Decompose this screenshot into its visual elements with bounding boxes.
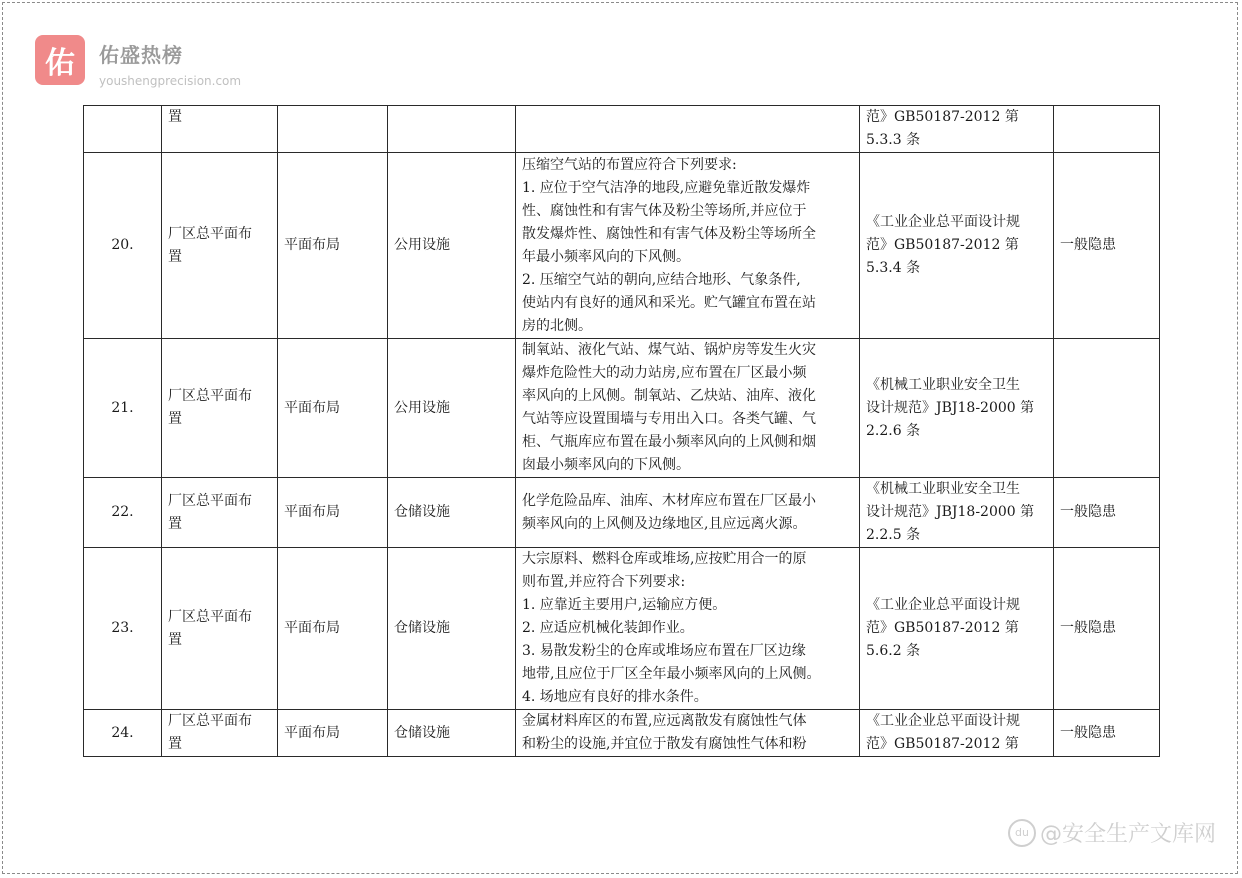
basis-line: 2.2.6 条 bbox=[866, 422, 921, 439]
requirement-line: 率风向的上风侧。制氧站、乙炔站、油库、液化 bbox=[522, 388, 816, 404]
requirement-line: 3. 易散发粉尘的仓库或堆场应布置在厂区边缘 bbox=[522, 643, 806, 659]
cell-hazard-level: 一般隐患 bbox=[1054, 478, 1160, 548]
requirement-line: 年最小频率风向的下风侧。 bbox=[522, 248, 690, 265]
basis-line: 范》GB50187-2012 第 bbox=[866, 237, 1019, 253]
basis-line: 设计规范》JBJ18-2000 第 bbox=[866, 399, 1035, 416]
cell-hazard-level bbox=[1054, 106, 1160, 153]
basis-line: 范》GB50187-2012 第 bbox=[866, 736, 1019, 752]
requirement-line: 1. 应靠近主要用户,运输应方便。 bbox=[522, 597, 727, 613]
requirement-line: 化学危险品库、油库、木材库应布置在厂区最小 bbox=[522, 492, 816, 509]
requirement-line: 1. 应位于空气洁净的地段,应避免靠近散发爆炸 bbox=[522, 179, 811, 196]
requirement-line: 和粉尘的设施,并宜位于散发有腐蚀性气体和粉 bbox=[522, 736, 807, 752]
logo-url: youshengprecision.com bbox=[99, 74, 242, 88]
cell-number: 24. bbox=[84, 710, 162, 757]
requirement-line: 4. 场地应有良好的排水条件。 bbox=[522, 689, 708, 705]
logo-text bbox=[99, 35, 241, 88]
requirement-line: 2. 应适应机械化装卸作业。 bbox=[522, 620, 694, 636]
category-line: 厂区总平面布 bbox=[168, 492, 252, 509]
basis-line: 《机械工业职业安全卫生 bbox=[866, 376, 1020, 393]
baidu-paw-icon: du bbox=[1008, 819, 1036, 847]
cell-requirement bbox=[516, 339, 860, 478]
basis-line: 5.6.2 条 bbox=[866, 643, 921, 659]
cell-number bbox=[84, 106, 162, 153]
cell-basis bbox=[860, 339, 1054, 478]
table-row bbox=[84, 478, 1160, 548]
category-line: 置 bbox=[168, 736, 182, 752]
logo-mark-icon: 佑 bbox=[35, 35, 85, 85]
category-line: 置 bbox=[168, 109, 182, 125]
requirement-line: 制氧站、液化气站、煤气站、锅炉房等发生火灾 bbox=[522, 342, 816, 358]
category-line: 置 bbox=[168, 248, 182, 265]
table-row bbox=[84, 548, 1160, 710]
table-row bbox=[84, 339, 1160, 478]
requirement-line: 使站内有良好的通风和采光。贮气罐宜布置在站 bbox=[522, 294, 816, 311]
site-logo[interactable] bbox=[35, 35, 241, 88]
category-line: 厂区总平面布 bbox=[168, 608, 252, 625]
cell-subitem: 公用设施 bbox=[388, 339, 516, 478]
cell-basis bbox=[860, 478, 1054, 548]
requirement-line: 大宗原料、燃料仓库或堆场,应按贮用合一的原 bbox=[522, 551, 807, 567]
requirement-line: 金属材料库区的布置,应远离散发有腐蚀性气体 bbox=[522, 713, 807, 729]
basis-line: 《机械工业职业安全卫生 bbox=[866, 481, 1020, 497]
basis-line: 范》GB50187-2012 第 bbox=[866, 620, 1019, 636]
category-line: 厂区总平面布 bbox=[168, 225, 252, 242]
cell-number: 22. bbox=[84, 478, 162, 548]
requirement-line: 则布置,并应符合下列要求: bbox=[522, 574, 686, 590]
requirement-line: 压缩空气站的布置应符合下列要求: bbox=[522, 156, 737, 173]
requirement-line: 柜、气瓶库应布置在最小频率风向的上风侧和烟 bbox=[522, 434, 816, 450]
requirement-line: 2. 压缩空气站的朝向,应结合地形、气象条件, bbox=[522, 271, 801, 288]
basis-line: 《工业企业总平面设计规 bbox=[866, 597, 1020, 613]
cell-category bbox=[162, 478, 278, 548]
table-row bbox=[84, 710, 1160, 757]
cell-number: 23. bbox=[84, 548, 162, 710]
requirement-line: 爆炸危险性大的动力站房,应布置在厂区最小频 bbox=[522, 365, 807, 381]
watermark-text: @安全生产文库网 bbox=[1039, 822, 1216, 847]
basis-line: 2.2.5 条 bbox=[866, 527, 921, 543]
cell-item: 平面布局 bbox=[278, 478, 388, 548]
cell-item: 平面布局 bbox=[278, 339, 388, 478]
requirement-line: 房的北侧。 bbox=[522, 317, 592, 334]
cell-item: 平面布局 bbox=[278, 548, 388, 710]
cell-requirement bbox=[516, 548, 860, 710]
category-line: 置 bbox=[168, 411, 182, 427]
requirement-line: 囱最小频率风向的下风侧。 bbox=[522, 457, 690, 473]
logo-name: 佑盛热榜 bbox=[99, 43, 183, 67]
cell-category bbox=[162, 153, 278, 339]
cell-subitem: 仓储设施 bbox=[388, 710, 516, 757]
cell-item: 平面布局 bbox=[278, 710, 388, 757]
category-line: 置 bbox=[168, 515, 182, 532]
category-line: 置 bbox=[168, 631, 182, 648]
watermark bbox=[1008, 817, 1216, 848]
basis-line: 5.3.3 条 bbox=[866, 132, 921, 148]
category-line: 厂区总平面布 bbox=[168, 388, 252, 404]
cell-category bbox=[162, 106, 278, 153]
cell-hazard-level: 一般隐患 bbox=[1054, 548, 1160, 710]
cell-basis bbox=[860, 710, 1054, 757]
cell-item: 平面布局 bbox=[278, 153, 388, 339]
requirement-line: 气站等应设置围墙与专用出入口。各类气罐、气 bbox=[522, 411, 816, 427]
cell-requirement bbox=[516, 478, 860, 548]
basis-line: 《工业企业总平面设计规 bbox=[866, 214, 1020, 230]
cell-subitem: 公用设施 bbox=[388, 153, 516, 339]
cell-requirement bbox=[516, 153, 860, 339]
cell-requirement bbox=[516, 710, 860, 757]
requirement-line: 地带,且应位于厂区全年最小频率风向的上风侧。 bbox=[522, 666, 821, 682]
cell-basis bbox=[860, 106, 1054, 153]
basis-line: 5.3.4 条 bbox=[866, 260, 921, 276]
cell-subitem: 仓储设施 bbox=[388, 478, 516, 548]
requirement-line: 散发爆炸性、腐蚀性和有害气体及粉尘等场所全 bbox=[522, 225, 816, 242]
requirement-line: 性、腐蚀性和有害气体及粉尘等场所,并应位于 bbox=[522, 202, 807, 219]
cell-category bbox=[162, 548, 278, 710]
table-row bbox=[84, 153, 1160, 339]
cell-hazard-level: 一般隐患 bbox=[1054, 710, 1160, 757]
cell-basis bbox=[860, 153, 1054, 339]
basis-line: 设计规范》JBJ18-2000 第 bbox=[866, 504, 1035, 520]
cell-category bbox=[162, 710, 278, 757]
table-row bbox=[84, 106, 1160, 153]
cell-hazard-level: 一般隐患 bbox=[1054, 153, 1160, 339]
cell-subitem: 仓储设施 bbox=[388, 548, 516, 710]
cell-number: 20. bbox=[84, 153, 162, 339]
cell-basis bbox=[860, 548, 1054, 710]
category-line: 厂区总平面布 bbox=[168, 713, 252, 729]
cell-category bbox=[162, 339, 278, 478]
cell-item bbox=[278, 106, 388, 153]
basis-line: 《工业企业总平面设计规 bbox=[866, 713, 1020, 729]
cell-hazard-level bbox=[1054, 339, 1160, 478]
cell-number: 21. bbox=[84, 339, 162, 478]
cell-subitem bbox=[388, 106, 516, 153]
cell-requirement bbox=[516, 106, 860, 153]
hazard-table bbox=[83, 105, 1160, 757]
basis-line: 范》GB50187-2012 第 bbox=[866, 109, 1019, 125]
requirement-line: 频率风向的上风侧及边缘地区,且应远离火源。 bbox=[522, 515, 807, 532]
